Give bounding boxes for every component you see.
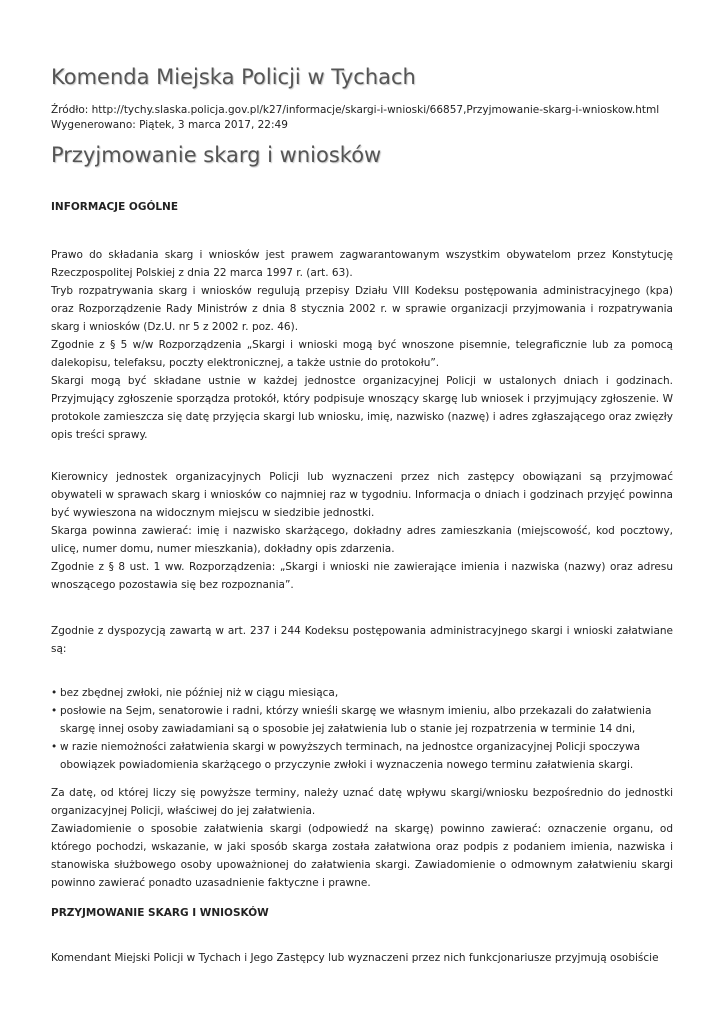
receiving-paragraph: Komendant Miejski Policji w Tychach i Jego Zastępcy lub wyznaczeni przez nich funkcjonariusze przyjmują osobiście xyxy=(51,952,659,964)
document-meta xyxy=(51,103,659,133)
list-item xyxy=(51,684,673,702)
list-item-text: posłowie na Sejm, senatorowie i radni, którzy wnieśli skargę we własnym imieniu, albo przekazali do załatwienia skargę innej osoby zawiadamiani są o sposobie jej załatwienia lub o stanie jej rozpatrzenia w terminie 14 dni, xyxy=(60,705,652,735)
deadline-details-block xyxy=(51,784,673,892)
paragraph: Zawiadomienie o sposobie załatwienia skargi (odpowiedź na skargę) powinno zawierać: oznaczenie organu, od którego pochodzi, wskazanie, w jaki sposób skarga została załatwiona oraz podpis z podaniem imienia, nazwiska i stanowiska służbowego osoby upoważnionej do załatwienia skargi. Zawiadomienie o odmownym załatwieniu skargi powinno zawierać ponadto uzasadnienie faktyczne i prawne. xyxy=(51,823,673,889)
kpa-intro-paragraph: Zgodnie z dyspozycją zawartą w art. 237 i 244 Kodeksu postępowania administracyjnego skargi i wnioski załatwiane są: xyxy=(51,625,673,655)
office-hours-block xyxy=(51,468,673,594)
site-title: Komenda Miejska Policji w Tychach xyxy=(51,65,416,89)
list-item-text: w razie niemożności załatwienia skargi w powyższych terminach, na jednostce organizacyjnej Policji spoczywa obowiązek powiadomienia skarżącego o przyczynie zwłoki i wyznaczenia nowego terminu załatwienia skargi. xyxy=(60,741,641,771)
list-item xyxy=(51,702,673,738)
paragraph: Skarga powinna zawierać: imię i nazwisko skarżącego, dokładny adres zamieszkania (miejscowość, kod pocztowy, ulicę, numer domu, numer mieszkania), dokładny opis zdarzenia. xyxy=(51,525,673,555)
paragraph: Tryb rozpatrywania skarg i wniosków regulują przepisy Działu VIII Kodeksu postępowania administracyjnego (kpa) oraz Rozporządzenie Rady Ministrów z dnia 8 stycznia 2002 r. w sprawie organizacji przyjmowania i rozpatrywania skarg i wniosków (Dz.U. nr 5 z 2002 r. poz. 46). xyxy=(51,285,673,333)
paragraph: Prawo do składania skarg i wniosków jest prawem zagwarantowanym wszystkim obywatelom przez Konstytucję Rzeczpospolitej Polskiej z dnia 22 marca 1997 r. (art. 63). xyxy=(51,249,673,279)
paragraph: Zgodnie z § 5 w/w Rozporządzenia „Skargi i wnioski mogą być wnoszone pisemnie, telegraficznie lub za pomocą dalekopisu, telefaksu, poczty elektronicznej, a także ustnie do protokołu”. xyxy=(51,339,673,369)
section-heading-receiving: PRZYJMOWANIE SKARG I WNIOSKÓW xyxy=(51,907,269,919)
paragraph: Za datę, od której liczy się powyższe terminy, należy uznać datę wpływu skargi/wniosku bezpośrednio do jednostki organizacyjnej Policji, właściwej do jej załatwienia. xyxy=(51,787,673,817)
list-item-text: bez zbędnej zwłoki, nie później niż w ciągu miesiąca, xyxy=(60,687,339,699)
list-item xyxy=(51,738,673,774)
generated-line: Wygenerowano: Piątek, 3 marca 2017, 22:49 xyxy=(51,119,288,131)
bullet-icon: • xyxy=(51,741,58,753)
paragraph: Kierownicy jednostek organizacyjnych Policji lub wyznaczeni przez nich zastępcy obowiązani są przyjmować obywateli w sprawach skarg i wniosków co najmniej raz w tygodniu. Informacja o dniach i godzinach przyjęć powinna być wywieszona na widocznym miejscu w siedzibie jednostki. xyxy=(51,471,673,519)
bullet-icon: • xyxy=(51,687,58,699)
article-title: Przyjmowanie skarg i wniosków xyxy=(51,143,382,167)
paragraph: Skargi mogą być składane ustnie w każdej jednostce organizacyjnej Policji w ustalonych dniach i godzinach. Przyjmujący zgłoszenie sporządza protokół, który podpisuje wnoszący skargę lub wniosek i przyjmujący zgłoszenie. W protokole zamieszcza się datę przyjęcia skargi lub wniosku, imię, nazwisko (nazwę) i adres zgłaszającego oraz zwięzły opis treści sprawy. xyxy=(51,375,673,441)
general-info-block xyxy=(51,246,673,444)
bullet-icon: • xyxy=(51,705,58,717)
deadline-list xyxy=(51,684,673,774)
section-heading-general-info: INFORMACJE OGÓLNE xyxy=(51,201,179,213)
source-line: Źródło: http://tychy.slaska.policja.gov.pl/k27/informacje/skargi-i-wnioski/66857,Przyjmowanie-skarg-i-wnioskow.html xyxy=(51,104,660,116)
paragraph: Zgodnie z § 8 ust. 1 ww. Rozporządzenia: „Skargi i wnioski nie zawierające imienia i nazwiska (nazwy) oraz adresu wnoszącego pozostawia się bez rozpoznania”. xyxy=(51,561,673,591)
